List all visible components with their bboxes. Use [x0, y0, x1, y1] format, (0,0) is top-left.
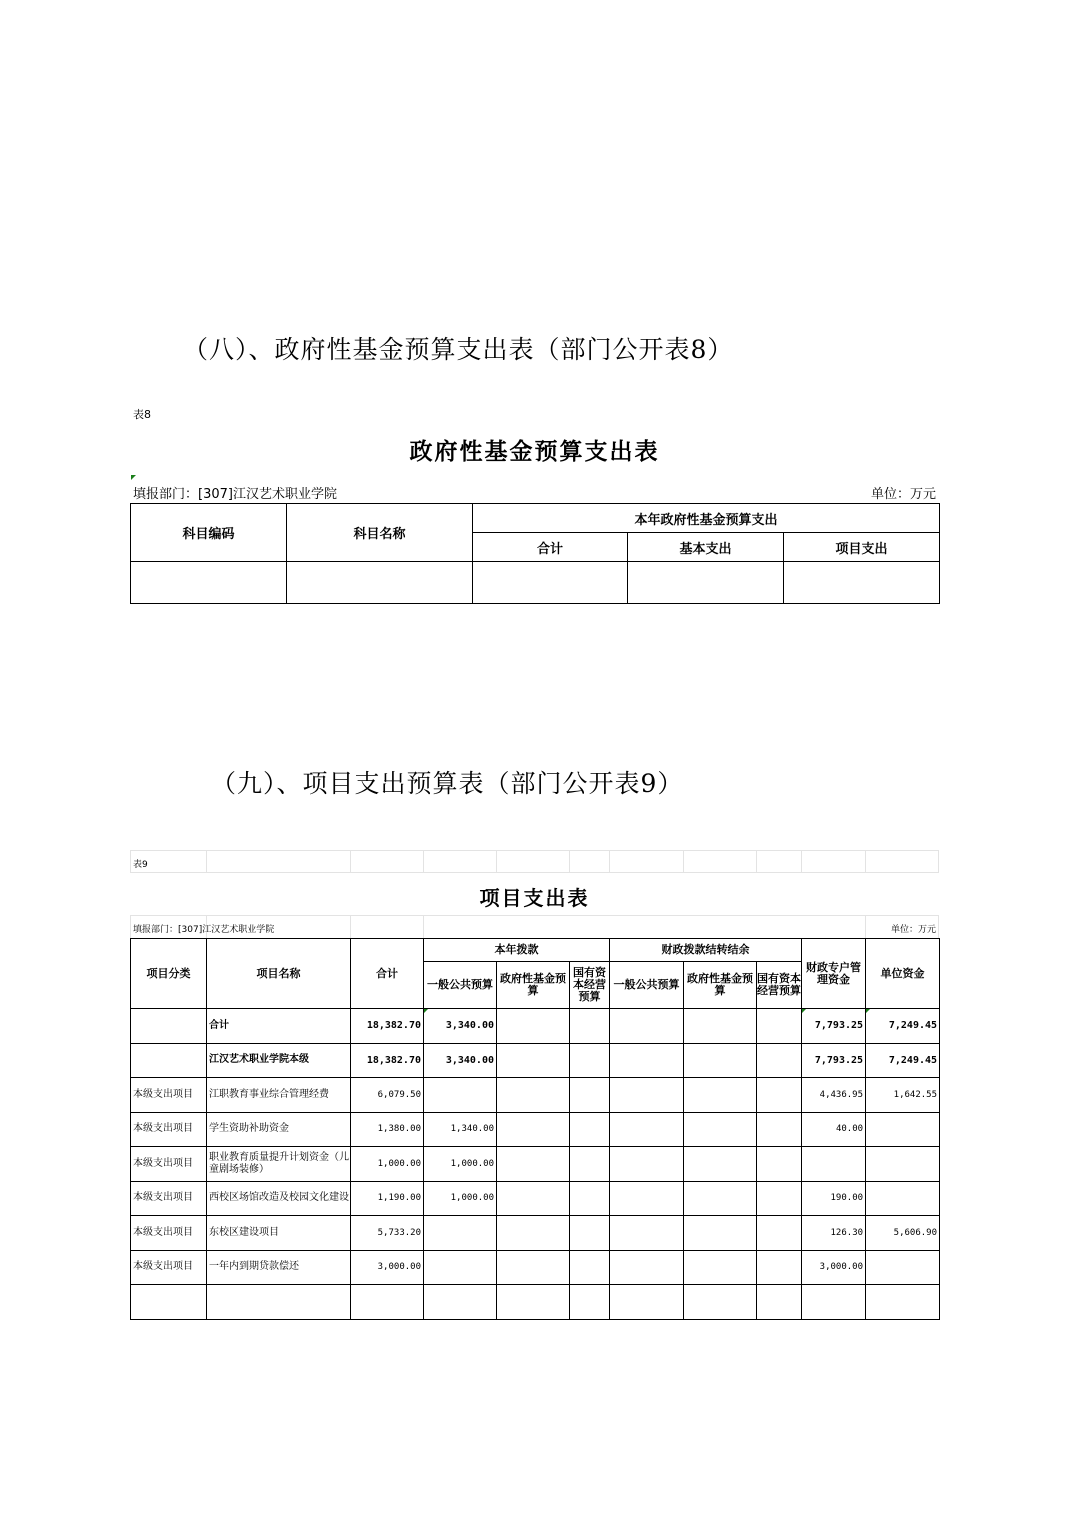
cell-special: 190.00 [802, 1181, 866, 1216]
empty-cell [497, 1285, 570, 1320]
empty-cell [757, 1285, 802, 1320]
cell-govfund2 [684, 1009, 757, 1044]
cell-unitfund: 7,249.45 [866, 1009, 940, 1044]
cell-general1 [424, 1216, 497, 1251]
cell-name: 江职教育事业综合管理经费 [207, 1078, 351, 1113]
table9-title: 项目支出表 [479, 886, 590, 910]
cell-govfund2 [684, 1043, 757, 1078]
table9 [130, 938, 940, 1320]
cell-general1: 3,340.00 [424, 1009, 497, 1044]
header-project: 项目支出 [784, 533, 940, 562]
empty-cell [131, 1285, 207, 1320]
cell-special: 3,000.00 [802, 1250, 866, 1285]
table9-label: 表9 [133, 860, 148, 870]
cell-category: 本级支出项目 [131, 1112, 207, 1147]
header-group-carryover: 财政拨款结转结余 [610, 939, 802, 962]
empty-cell [473, 562, 628, 604]
header-special: 财政专户管理资金 [802, 939, 866, 1009]
empty-cell [207, 1285, 351, 1320]
cell-unitfund [866, 1250, 940, 1285]
cell-category: 本级支出项目 [131, 1078, 207, 1113]
header-state-carryover: 国有资本经营预算 [757, 962, 802, 1009]
header-general-carryover: 一般公共预算 [610, 962, 684, 1009]
table-row [131, 1009, 940, 1044]
cell-general1 [424, 1078, 497, 1113]
table-row [131, 1147, 940, 1182]
empty-cell [424, 1285, 497, 1320]
table8-label: 表8 [133, 408, 151, 421]
cell-state1 [570, 1147, 610, 1182]
cell-unitfund: 5,606.90 [866, 1216, 940, 1251]
table-row [131, 1250, 940, 1285]
table8-unit: 单位：万元 [870, 487, 936, 502]
cell-unitfund [866, 1147, 940, 1182]
cell-state1 [570, 1216, 610, 1251]
cell-total: 6,079.50 [351, 1078, 424, 1113]
table9-unit: 单位：万元 [890, 925, 936, 935]
cell-marker [131, 475, 136, 480]
table-row [131, 1043, 940, 1078]
table-row [131, 1112, 940, 1147]
cell-govfund2 [684, 1112, 757, 1147]
cell-general2 [610, 1043, 684, 1078]
table-row-empty [131, 1285, 940, 1320]
table-row [131, 1078, 940, 1113]
table-row [131, 1181, 940, 1216]
cell-general1: 1,340.00 [424, 1112, 497, 1147]
header-general-current: 一般公共预算 [424, 962, 497, 1009]
cell-state2 [757, 1043, 802, 1078]
cell-state2 [757, 1112, 802, 1147]
cell-govfund2 [684, 1181, 757, 1216]
cell-state2 [757, 1147, 802, 1182]
cell-special: 126.30 [802, 1216, 866, 1251]
cell-state1 [570, 1009, 610, 1044]
cell-unitfund [866, 1112, 940, 1147]
cell-general2 [610, 1216, 684, 1251]
empty-cell [628, 562, 784, 604]
cell-general1 [424, 1250, 497, 1285]
cell-govfund1 [497, 1147, 570, 1182]
cell-total: 3,000.00 [351, 1250, 424, 1285]
cell-name: 西校区场馆改造及校园文化建设 [207, 1181, 351, 1216]
header-total: 合计 [351, 939, 424, 1009]
cell-govfund2 [684, 1078, 757, 1113]
cell-unitfund [866, 1181, 940, 1216]
empty-cell [287, 562, 473, 604]
header-category: 项目分类 [131, 939, 207, 1009]
cell-general1: 1,000.00 [424, 1147, 497, 1182]
cell-total: 18,382.70 [351, 1009, 424, 1044]
cell-name: 东校区建设项目 [207, 1216, 351, 1251]
header-code: 科目编码 [131, 504, 287, 562]
cell-state1 [570, 1078, 610, 1113]
cell-govfund1 [497, 1043, 570, 1078]
cell-state1 [570, 1043, 610, 1078]
cell-state1 [570, 1112, 610, 1147]
header-state-current: 国有资本经营预算 [570, 962, 610, 1009]
cell-general2 [610, 1112, 684, 1147]
cell-category: 本级支出项目 [131, 1216, 207, 1251]
cell-state2 [757, 1181, 802, 1216]
cell-total: 18,382.70 [351, 1043, 424, 1078]
cell-state2 [757, 1078, 802, 1113]
cell-govfund1 [497, 1112, 570, 1147]
cell-total: 1,000.00 [351, 1147, 424, 1182]
empty-cell [131, 562, 287, 604]
cell-category [131, 1009, 207, 1044]
cell-govfund1 [497, 1181, 570, 1216]
cell-name: 合计 [207, 1009, 351, 1044]
cell-name: 江汉艺术职业学院本级 [207, 1043, 351, 1078]
cell-state1 [570, 1181, 610, 1216]
section8-heading: （八）、政府性基金预算支出表（部门公开表8） [183, 335, 734, 364]
cell-general2 [610, 1009, 684, 1044]
cell-state2 [757, 1216, 802, 1251]
cell-govfund1 [497, 1078, 570, 1113]
header-total: 合计 [473, 533, 628, 562]
cell-name: 职业教育质量提升计划资金（儿童剧场装修） [207, 1147, 351, 1182]
cell-special: 7,793.25 [802, 1009, 866, 1044]
header-group-current: 本年拨款 [424, 939, 610, 962]
empty-cell [570, 1285, 610, 1320]
cell-govfund1 [497, 1216, 570, 1251]
cell-name: 学生资助补助资金 [207, 1112, 351, 1147]
empty-cell [351, 1285, 424, 1320]
header-group: 本年政府性基金预算支出 [473, 504, 940, 533]
cell-govfund1 [497, 1009, 570, 1044]
cell-general1: 1,000.00 [424, 1181, 497, 1216]
cell-special [802, 1147, 866, 1182]
cell-unitfund: 7,249.45 [866, 1043, 940, 1078]
cell-special: 40.00 [802, 1112, 866, 1147]
cell-govfund1 [497, 1250, 570, 1285]
table9-department: 填报部门：[307]江汉艺术职业学院 [133, 925, 275, 935]
header-govfund-current: 政府性基金预算 [497, 962, 570, 1009]
header-basic: 基本支出 [628, 533, 784, 562]
table8-title: 政府性基金预算支出表 [409, 439, 660, 465]
section9-heading: （九）、项目支出预算表（部门公开表9） [211, 769, 684, 798]
cell-total: 1,380.00 [351, 1112, 424, 1147]
table8 [130, 503, 940, 604]
cell-govfund2 [684, 1147, 757, 1182]
empty-cell [866, 1285, 940, 1320]
cell-state1 [570, 1250, 610, 1285]
cell-general2 [610, 1181, 684, 1216]
cell-general2 [610, 1147, 684, 1182]
cell-state2 [757, 1250, 802, 1285]
cell-special: 4,436.95 [802, 1078, 866, 1113]
header-govfund-carryover: 政府性基金预算 [684, 962, 757, 1009]
empty-cell [784, 562, 940, 604]
cell-total: 5,733.20 [351, 1216, 424, 1251]
header-unitfund: 单位资金 [866, 939, 940, 1009]
cell-category: 本级支出项目 [131, 1181, 207, 1216]
cell-category [131, 1043, 207, 1078]
empty-cell [802, 1285, 866, 1320]
empty-cell [610, 1285, 684, 1320]
header-name: 科目名称 [287, 504, 473, 562]
cell-general1: 3,340.00 [424, 1043, 497, 1078]
cell-general2 [610, 1250, 684, 1285]
cell-name: 一年内到期贷款偿还 [207, 1250, 351, 1285]
table8-department: 填报部门：[307]江汉艺术职业学院 [133, 487, 337, 502]
cell-govfund2 [684, 1216, 757, 1251]
cell-category: 本级支出项目 [131, 1250, 207, 1285]
empty-cell [684, 1285, 757, 1320]
header-name: 项目名称 [207, 939, 351, 1009]
cell-total: 1,190.00 [351, 1181, 424, 1216]
cell-unitfund: 1,642.55 [866, 1078, 940, 1113]
cell-general2 [610, 1078, 684, 1113]
cell-category: 本级支出项目 [131, 1147, 207, 1182]
table-row [131, 1216, 940, 1251]
cell-special: 7,793.25 [802, 1043, 866, 1078]
cell-govfund2 [684, 1250, 757, 1285]
cell-state2 [757, 1009, 802, 1044]
